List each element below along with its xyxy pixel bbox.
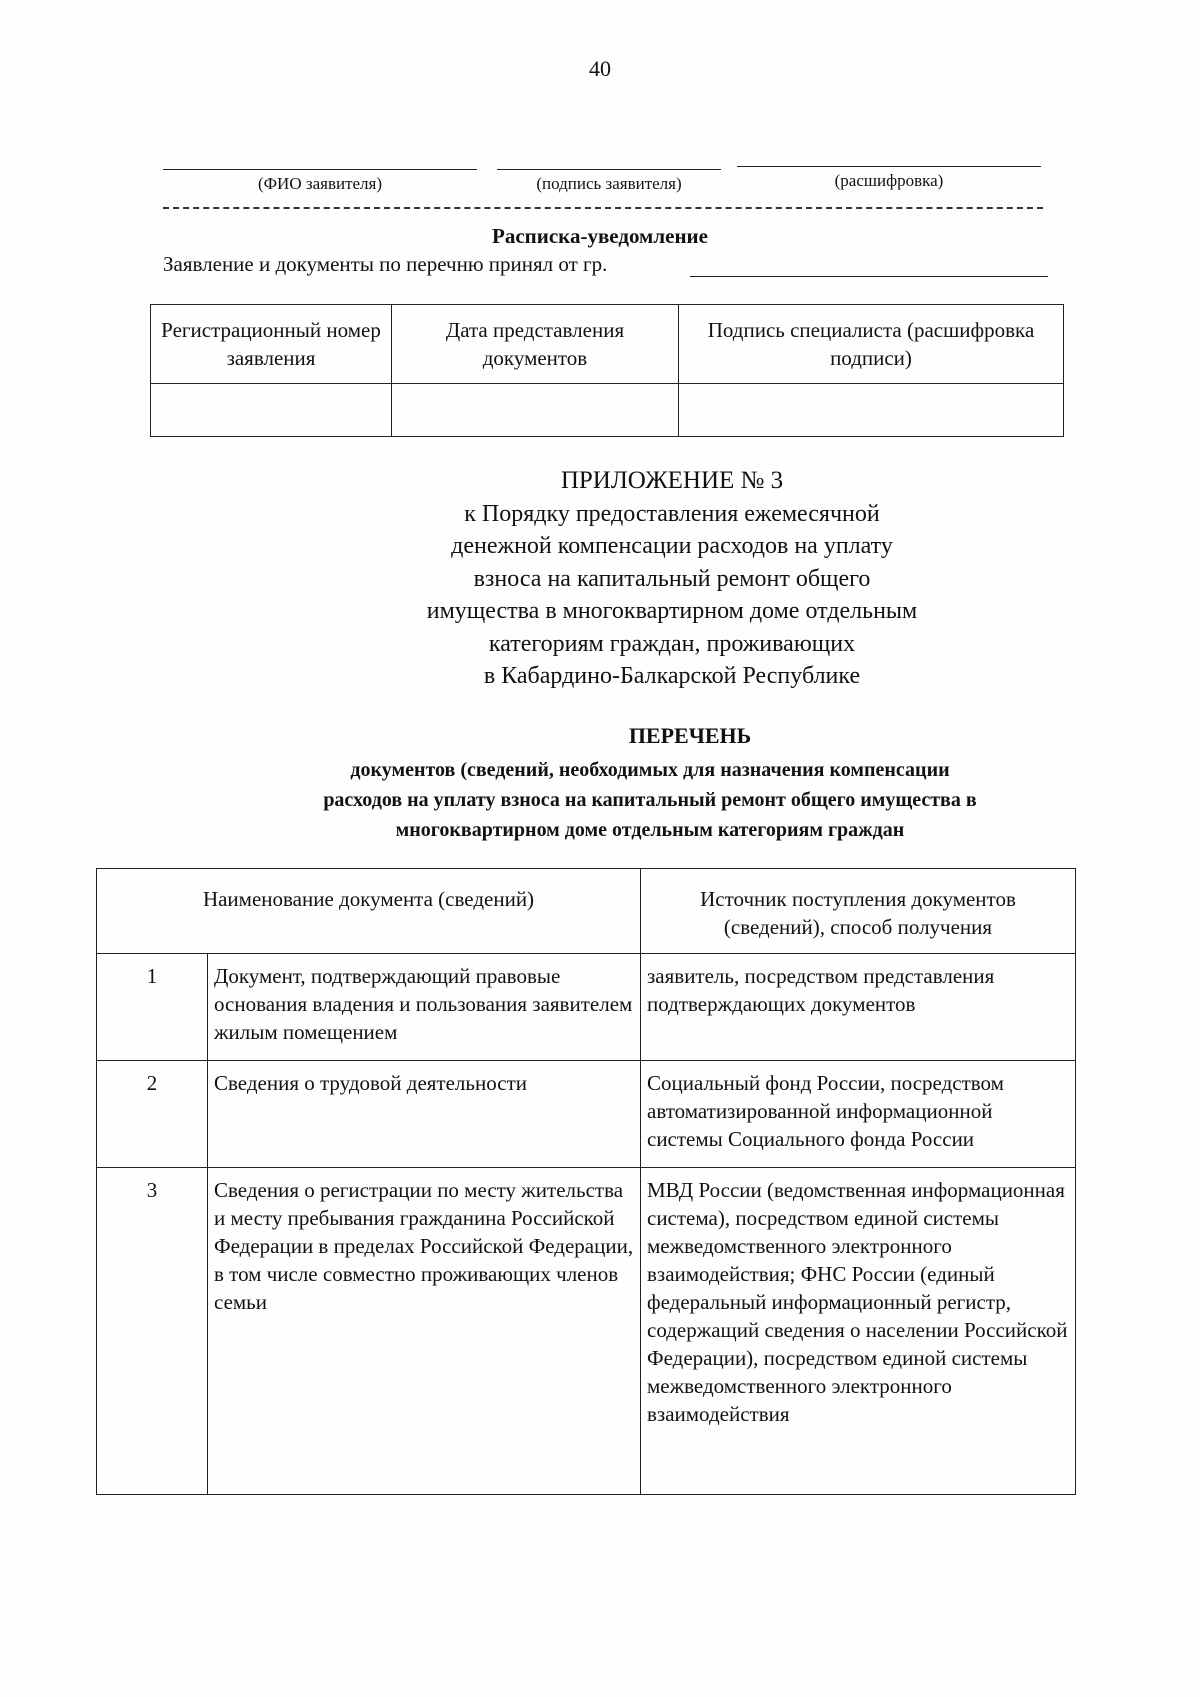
doc-source-header: Источник поступления документов (сведений), способ получения (641, 869, 1076, 954)
annex-title: ПРИЛОЖЕНИЕ № 3 (560, 467, 784, 494)
table-row (97, 1061, 1076, 1168)
row-number: 1 (97, 954, 208, 1061)
list-subtitle-line: расходов на уплату взноса на капитальный ремонт общего имущества в (323, 789, 977, 811)
row-doc-source: МВД России (ведомственная информационная система), посредством единой системы межведомственного электронного взаимодействия; ФНС России (единый федеральный информационный регистр, содержащий сведения о населении Российской Федерации), посредством единой системы межведомственного электронного взаимодействия (641, 1168, 1076, 1495)
row-doc-source: Социальный фонд России, посредством автоматизированной информационной системы Социального фонда России (641, 1061, 1076, 1168)
row-doc-name: Сведения о трудовой деятельности (208, 1061, 641, 1168)
annex-line: в Кабардино-Балкарской Республике (483, 663, 861, 689)
row-number: 2 (97, 1061, 208, 1168)
submission-date-cell (392, 384, 679, 437)
cut-line (163, 207, 1043, 209)
list-title: ПЕРЕЧЕНЬ (628, 723, 752, 748)
annex-line: имущества в многоквартирном доме отдельным (426, 598, 918, 624)
annex-line: к Порядку предоставления ежемесячной (464, 500, 880, 527)
receipt-title: Расписка-уведомление (492, 224, 708, 248)
submission-date-header: Дата представления документов (392, 305, 679, 384)
row-doc-name: Сведения о регистрации по месту жительства и месту пребывания гражданина Российской Федерации в пределах Российской Федерации, в том числе совместно проживающих членов семьи (208, 1168, 641, 1495)
list-subtitle-line: документов (сведений, необходимых для назначения компенсации (350, 759, 950, 781)
sign-line (497, 169, 721, 170)
decode-line (737, 166, 1041, 167)
annex-line: категориям граждан, проживающих (488, 630, 856, 657)
reg-number-cell (151, 384, 392, 437)
list-subtitle-line: многоквартирном доме отдельным категориям граждан (395, 819, 905, 841)
fio-line (163, 169, 477, 170)
reg-number-header: Регистрационный номер заявления (151, 305, 392, 384)
receipt-text: Заявление и документы по перечню принял от гр. (163, 252, 608, 276)
row-doc-name: Документ, подтверждающий правовые основания владения и пользования заявителем жилым помещением (208, 954, 641, 1061)
decode-caption: (расшифровка) (834, 171, 944, 190)
receiver-name-line (690, 276, 1048, 277)
registration-table (150, 304, 1064, 437)
annex-line: денежной компенсации расходов на уплату (451, 533, 893, 559)
specialist-signature-cell (679, 384, 1064, 437)
list-subtitle (200, 755, 1100, 845)
annex-line: взноса на капитальный ремонт общего (473, 565, 871, 592)
annex-block (387, 465, 957, 693)
specialist-signature-header: Подпись специалиста (расшифровка подписи) (679, 305, 1064, 384)
documents-table (96, 868, 1076, 1495)
table-row (97, 954, 1076, 1061)
page-number: 40 (589, 56, 611, 81)
table-row (97, 1168, 1076, 1495)
sign-caption: (подпись заявителя) (536, 174, 682, 193)
row-number: 3 (97, 1168, 208, 1495)
doc-name-header: Наименование документа (сведений) (97, 869, 641, 954)
row-doc-source: заявитель, посредством представления подтверждающих документов (641, 954, 1076, 1061)
fio-caption: (ФИО заявителя) (257, 174, 383, 193)
